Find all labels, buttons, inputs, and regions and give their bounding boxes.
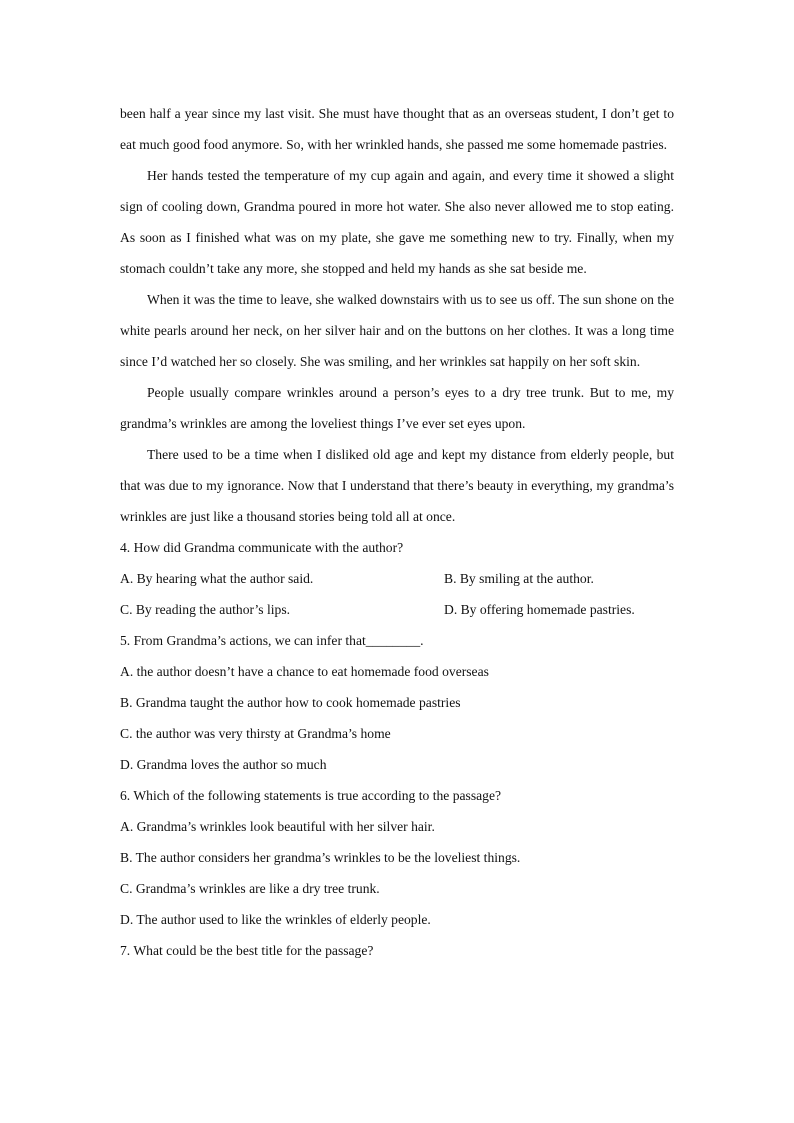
question-4 xyxy=(120,532,674,625)
question-6 xyxy=(120,780,674,935)
question-5 xyxy=(120,625,674,780)
question-6-option-c: C. Grandma’s wrinkles are like a dry tree trunk. xyxy=(120,881,380,896)
question-4-option-d: D. By offering homemade pastries. xyxy=(444,602,635,617)
passage-paragraph-2: Her hands tested the temperature of my cup again and again, and every time it showed a slight sign of cooling down, Grandma poured in more hot water. She also never allowed me to stop eating. As soon as I finished what was on my plate, she gave me something new to try. Finally, when my stomach couldn’t take any more, she stopped and held my hands as she sat beside me. xyxy=(120,168,674,276)
question-5-option-d: D. Grandma loves the author so much xyxy=(120,757,327,772)
page-content xyxy=(120,98,674,966)
passage-paragraph-4: People usually compare wrinkles around a person’s eyes to a dry tree trunk. But to me, my grandma’s wrinkles are among the loveliest things I’ve ever set eyes upon. xyxy=(120,385,674,431)
question-4-options-row-2 xyxy=(120,594,674,625)
question-5-option-a: A. the author doesn’t have a chance to eat homemade food overseas xyxy=(120,664,489,679)
question-4-option-c: C. By reading the author’s lips. xyxy=(120,602,291,617)
question-7-stem: 7. What could be the best title for the passage? xyxy=(120,943,374,958)
question-5-stem: 5. From Grandma’s actions, we can infer that________. xyxy=(120,633,424,648)
question-6-option-d: D. The author used to like the wrinkles of elderly people. xyxy=(120,912,431,927)
question-4-option-a: A. By hearing what the author said. xyxy=(120,571,314,586)
question-4-option-b: B. By smiling at the author. xyxy=(444,571,594,586)
question-6-option-b: B. The author considers her grandma’s wrinkles to be the loveliest things. xyxy=(120,850,521,865)
question-7 xyxy=(120,935,674,966)
passage-paragraph-5: There used to be a time when I disliked old age and kept my distance from elderly people, but that was due to my ignorance. Now that I understand that there’s beauty in everything, my grandma’s wrinkles are just like a thousand stories being told all at once. xyxy=(120,447,674,524)
question-5-option-c: C. the author was very thirsty at Grandma’s home xyxy=(120,726,391,741)
question-5-option-b: B. Grandma taught the author how to cook homemade pastries xyxy=(120,695,461,710)
question-4-options-row-1 xyxy=(120,563,674,594)
passage-paragraph-1: been half a year since my last visit. She must have thought that as an overseas student, I don’t get to eat much good food anymore. So, with her wrinkled hands, she passed me some homemade pastries. xyxy=(120,106,674,152)
question-6-stem: 6. Which of the following statements is true according to the passage? xyxy=(120,788,502,803)
question-4-stem: 4. How did Grandma communicate with the author? xyxy=(120,540,404,555)
passage-paragraph-3: When it was the time to leave, she walked downstairs with us to see us off. The sun shone on the white pearls around her neck, on her silver hair and on the buttons on her clothes. It was a long time since I’d watched her so closely. She was smiling, and her wrinkles sat happily on her soft skin. xyxy=(120,292,674,369)
question-6-option-a: A. Grandma’s wrinkles look beautiful with her silver hair. xyxy=(120,819,435,834)
